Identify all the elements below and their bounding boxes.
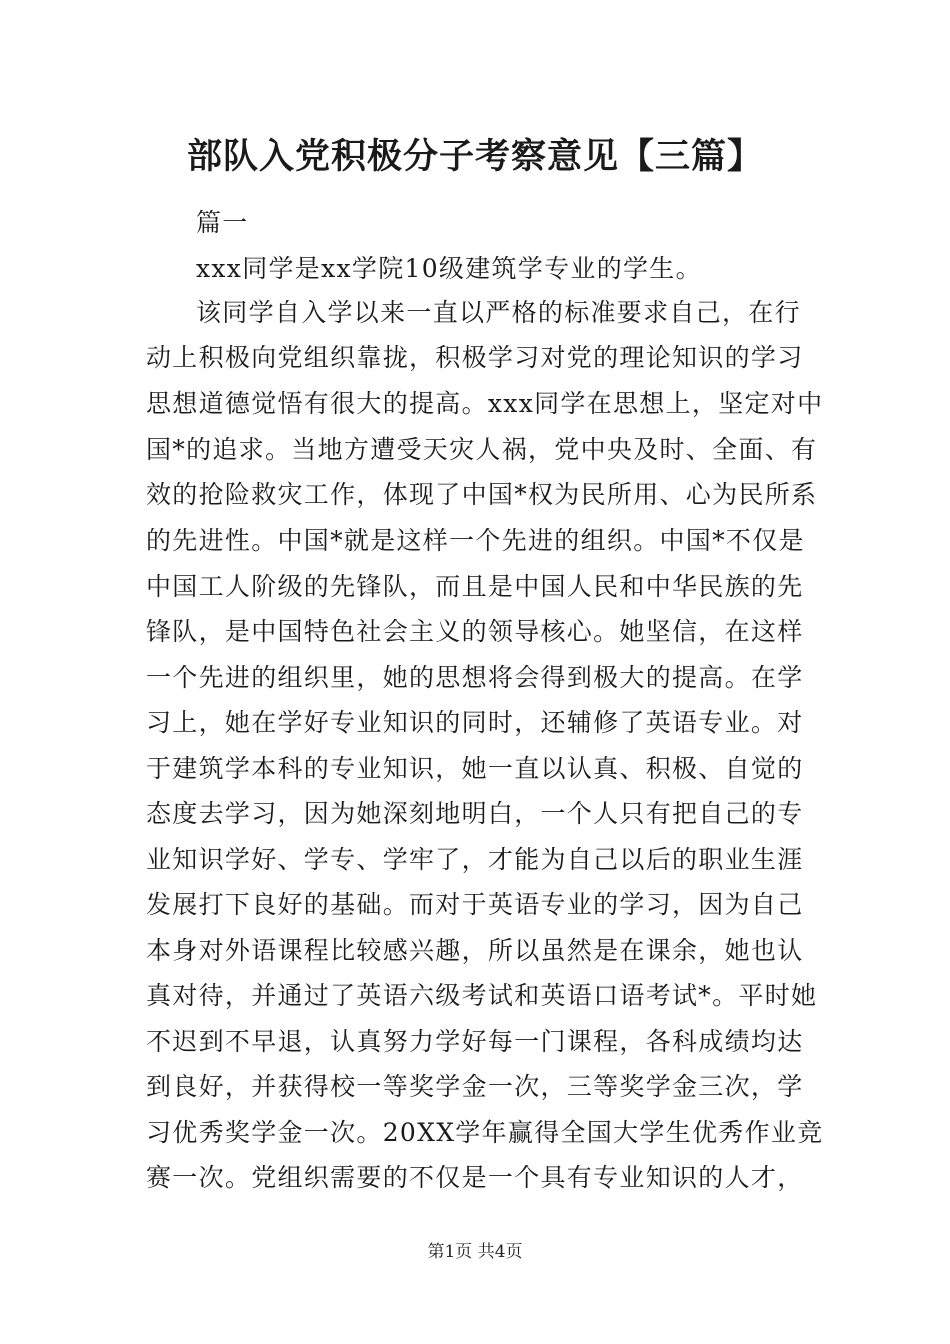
body-line: 动上积极向党组织靠拢，积极学习对党的理论知识的学习	[146, 343, 804, 372]
body-line: 锋队，是中国特色社会主义的领导核心。她坚信，在这样	[146, 617, 804, 646]
body-line: 态度去学习，因为她深刻地明白，一个人只有把自己的专	[146, 799, 804, 828]
section-heading: 篇一	[196, 208, 249, 237]
body-line: 中国工人阶级的先锋队，而且是中国人民和中华民族的先	[146, 572, 804, 601]
body-line: 习优秀奖学金一次。20XX学年赢得全国大学生优秀作业竞	[146, 1118, 824, 1147]
body-line: 本身对外语课程比较感兴趣，所以虽然是在课余，她也认	[146, 936, 804, 965]
page-number-footer: 第1页 共4页	[427, 1242, 523, 1262]
body-line: 业知识学好、学专、学牢了，才能为自己以后的职业生涯	[146, 845, 804, 874]
body-line: 于建筑学本科的专业知识，她一直以认真、积极、自觉的	[146, 754, 804, 783]
body-line: 该同学自入学以来一直以严格的标准要求自己，在行	[196, 298, 801, 327]
body-line: 的先进性。中国*就是这样一个先进的组织。中国*不仅是	[146, 526, 805, 555]
document-title: 部队入党积极分子考察意见【三篇】	[186, 136, 763, 177]
body-line: 习上，她在学好专业知识的同时，还辅修了英语专业。对	[146, 708, 804, 737]
intro-paragraph: xxx同学是xx学院10级建筑学专业的学生。	[196, 254, 702, 283]
body-line: 国*的追求。当地方遭受天灾人祸，党中央及时、全面、有	[146, 435, 818, 464]
body-line: 赛一次。党组织需要的不仅是一个具有专业知识的人才，	[146, 1163, 804, 1192]
body-line: 不迟到不早退，认真努力学好每一门课程，各科成绩均达	[146, 1027, 804, 1056]
body-line: 思想道德觉悟有很大的提高。xxx同学在思想上，坚定对中	[146, 389, 824, 418]
body-line: 一个先进的组织里，她的思想将会得到极大的提高。在学	[146, 663, 804, 692]
body-line: 真对待，并通过了英语六级考试和英语口语考试*。平时她	[146, 981, 818, 1010]
body-line: 到良好，并获得校一等奖学金一次，三等奖学金三次，学	[146, 1072, 804, 1101]
body-line: 效的抢险救灾工作，体现了中国*权为民所用、心为民所系	[146, 480, 818, 509]
body-line: 发展打下良好的基础。而对于英语专业的学习，因为自己	[146, 890, 804, 919]
